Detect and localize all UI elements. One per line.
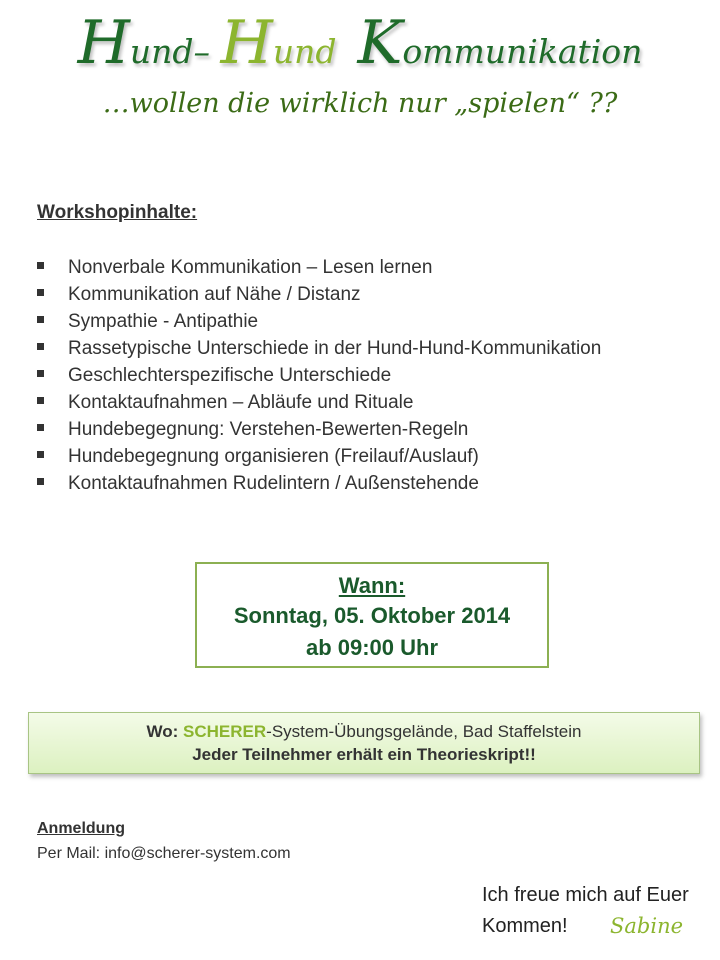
list-item-text: Sympathie - Antipathie bbox=[68, 311, 259, 332]
list-item-text: Geschlechterspezifische Unterschiede bbox=[68, 365, 392, 386]
workshop-heading: Workshopinhalte: bbox=[37, 202, 198, 223]
list-item-text: Hundebegegnung organisieren (Freilauf/Auslauf) bbox=[68, 446, 479, 467]
signature: Sabine bbox=[610, 914, 684, 938]
title-part: H bbox=[77, 8, 130, 78]
closing-line-2: Kommen! bbox=[482, 915, 568, 937]
list-item-text: Nonverbale Kommunikation – Lesen lernen bbox=[68, 257, 433, 278]
list-item bbox=[37, 254, 601, 281]
list-item bbox=[37, 416, 601, 443]
bullet-icon bbox=[37, 397, 44, 404]
list-item bbox=[37, 362, 601, 389]
closing-line-1: Ich freue mich auf Euer bbox=[482, 884, 689, 906]
subtitle: …wollen die wirklich nur „spielen“ ?? bbox=[102, 88, 618, 119]
list-item-text: Hundebegegnung: Verstehen-Bewerten-Regeln bbox=[68, 419, 469, 440]
title-part: H bbox=[220, 8, 273, 78]
list-item-text: Kommunikation auf Nähe / Distanz bbox=[68, 284, 361, 305]
list-item bbox=[37, 443, 601, 470]
title-part: ommunikation bbox=[402, 32, 643, 71]
bullet-icon bbox=[37, 262, 44, 269]
title-part: und bbox=[129, 32, 194, 71]
where-label: Wo: bbox=[146, 722, 179, 741]
list-item-text: Rassetypische Unterschiede in der Hund-Hund-Kommunikation bbox=[68, 338, 602, 359]
list-item bbox=[37, 281, 601, 308]
workshop-list bbox=[37, 254, 601, 497]
where-line bbox=[29, 721, 699, 743]
registration-heading: Anmeldung bbox=[37, 820, 125, 837]
list-item bbox=[37, 389, 601, 416]
list-item-text: Kontaktaufnahmen – Abläufe und Rituale bbox=[68, 392, 414, 413]
bullet-icon bbox=[37, 424, 44, 431]
page-title bbox=[0, 8, 720, 78]
title-text bbox=[77, 8, 643, 78]
bullet-icon bbox=[37, 343, 44, 350]
when-time: ab 09:00 Uhr bbox=[305, 635, 439, 660]
when-label: Wann: bbox=[338, 573, 406, 598]
title-part: K bbox=[357, 8, 403, 78]
title-part: und bbox=[272, 32, 358, 71]
list-item bbox=[37, 470, 601, 497]
list-item bbox=[37, 335, 601, 362]
brand-name: SCHERER bbox=[183, 722, 267, 741]
bullet-icon bbox=[37, 316, 44, 323]
when-date: Sonntag, 05. Oktober 2014 bbox=[233, 603, 511, 628]
bullet-icon bbox=[37, 451, 44, 458]
bullet-icon bbox=[37, 370, 44, 377]
list-item bbox=[37, 308, 601, 335]
registration-mail: Per Mail: info@scherer-system.com bbox=[37, 845, 291, 862]
bullet-icon bbox=[37, 478, 44, 485]
where-note: Jeder Teilnehmer erhält ein Theorieskript!! bbox=[192, 745, 536, 764]
list-item-text: Kontaktaufnahmen Rudelintern / Außenstehende bbox=[68, 473, 479, 494]
bullet-icon bbox=[37, 289, 44, 296]
where-box bbox=[28, 712, 700, 774]
title-part: – bbox=[193, 32, 221, 71]
when-box bbox=[195, 562, 549, 668]
where-location: -System-Übungsgelände, Bad Staffelstein bbox=[266, 722, 582, 741]
